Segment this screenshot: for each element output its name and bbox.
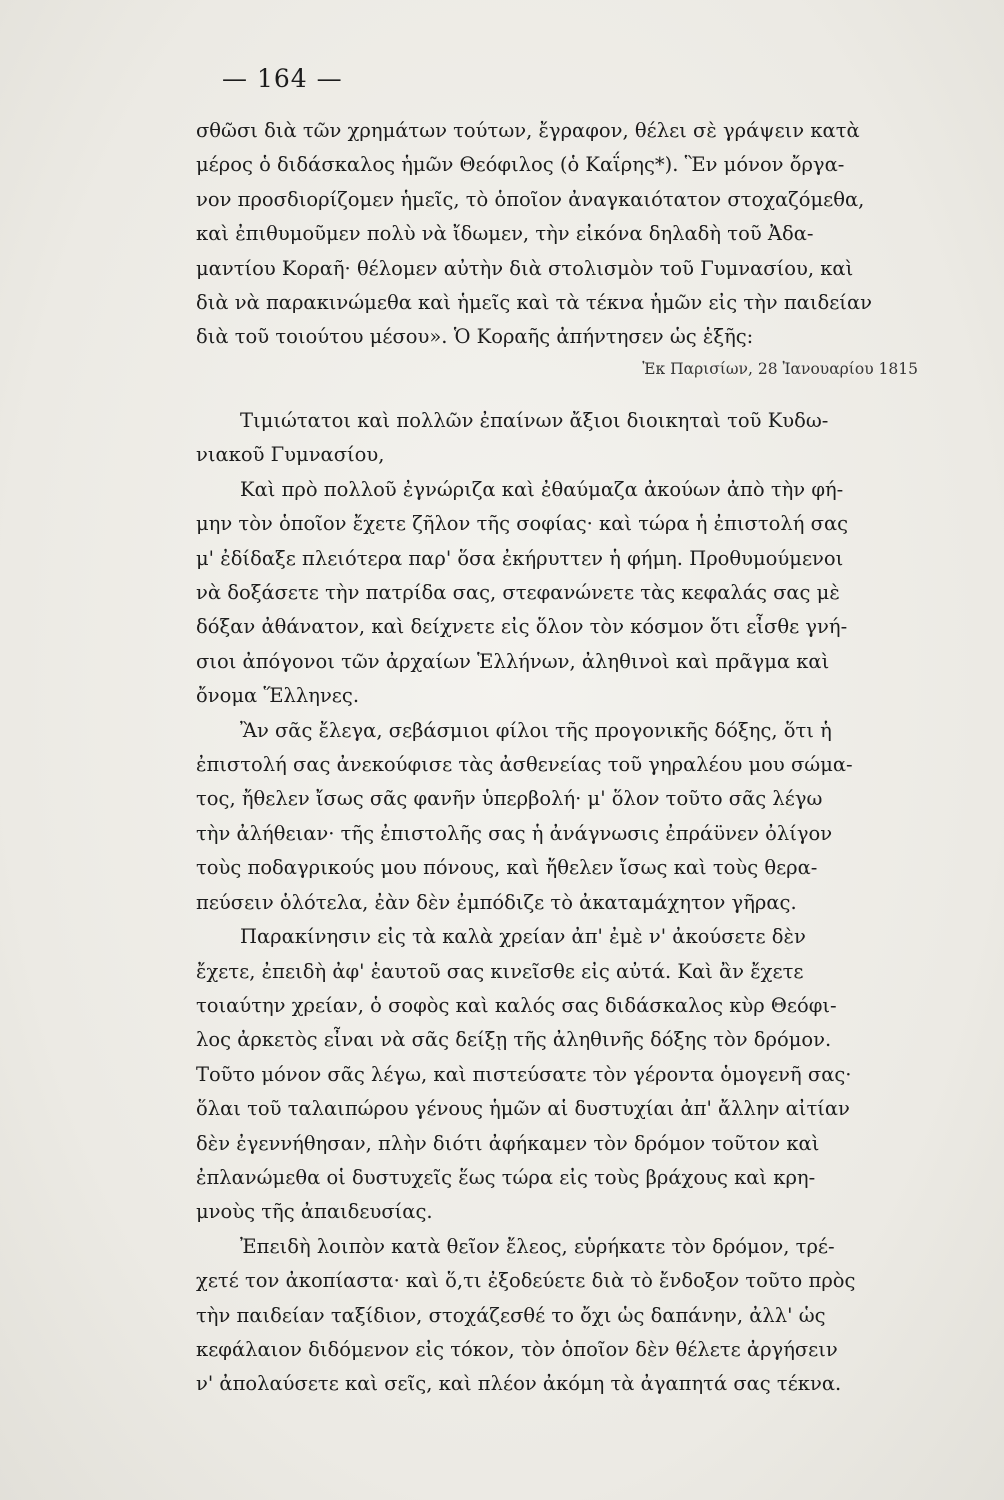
text-line: ὄνομα Ἕλληνες.: [196, 684, 360, 708]
text-line: μαντίου Κοραῆ· θέλομεν αὐτὴν διὰ στολισμὸν τοῦ Γυμνασίου, καὶ: [196, 256, 854, 280]
letter-body: [196, 404, 932, 1402]
text-line: νὰ δοξάσετε τὴν πατρίδα σας, στεφανώνετε τὰς κεφαλάς σας μὲ: [196, 581, 840, 605]
text-line: διὰ νὰ παρακινώμεθα καὶ ἡμεῖς καὶ τὰ τέκνα ἡμῶν εἰς τὴν παιδείαν: [196, 291, 872, 315]
text-line: σθῶσι διὰ τῶν χρημάτων τούτων, ἔγραφον, θέλει σὲ γράψειν κατὰ: [196, 119, 860, 142]
text-line: κεφάλαιον διδόμενον εἰς τόκον, τὸν ὁποῖον δὲν θέλετε ἀργήσειν: [196, 1337, 838, 1361]
text-line: τὴν παιδείαν ταξίδιον, στοχάζεσθέ το ὄχι ὡς δαπάνην, ἀλλ' ὡς: [196, 1303, 826, 1327]
intro-paragraph: [196, 114, 932, 355]
text-line: μνοὺς τῆς ἀπαιδευσίας.: [196, 1200, 433, 1224]
text-line: ἔχετε, ἐπειδὴ ἀφ' ἑαυτοῦ σας κινεῖσθε εἰς αὐτά. Καὶ ἂν ἔχετε: [196, 959, 804, 983]
text-line: ἐπλανώμεθα οἱ δυστυχεῖς ἕως τώρα εἰς τοὺς βράχους καὶ κρη-: [196, 1165, 816, 1189]
text-line: Παρακίνησιν εἰς τὰ καλὰ χρείαν ἀπ' ἐμὲ ν' ἀκούσετε δὲν: [240, 925, 806, 949]
text-line: σιοι ἀπόγονοι τῶν ἀρχαίων Ἑλλήνων, ἀληθινοὶ καὶ πρᾶγμα καὶ: [196, 649, 830, 673]
text-line: δόξαν ἀθάνατον, καὶ δείχνετε εἰς ὅλον τὸν κόσμον ὅτι εἶσθε γνή-: [196, 615, 848, 639]
text-line: λος ἀρκετὸς εἶναι νὰ σᾶς δείξῃ τῆς ἀληθινῆς δόξης τὸν δρόμον.: [196, 1028, 832, 1052]
text-line: ν' ἀπολαύσετε καὶ σεῖς, καὶ πλέον ἀκόμη τὰ ἀγαπητά σας τέκνα.: [196, 1372, 842, 1396]
text-line: Ἂν σᾶς ἔλεγα, σεβάσμιοι φίλοι τῆς προγονικῆς δόξης, ὅτι ἡ: [240, 718, 832, 742]
text-line: ὅλαι τοῦ ταλαιπώρου γένους ἡμῶν αἱ δυστυχίαι ἀπ' ἄλλην αἰτίαν: [196, 1097, 850, 1121]
letter-salutation: [196, 404, 932, 473]
letter-paragraph: [196, 714, 932, 920]
text-line: δὲν ἐγεννήθησαν, πλὴν διότι ἀφήκαμεν τὸν δρόμον τοῦτον καὶ: [196, 1131, 820, 1155]
text-line: μέρος ὁ διδάσκαλος ἡμῶν Θεόφιλος (ὁ Καΐρης*). Ἓν μόνον ὄργα-: [196, 153, 845, 177]
text-line: καὶ ἐπιθυμοῦμεν πολὺ νὰ ἴδωμεν, τὴν εἰκόνα δηλαδὴ τοῦ Ἀδα-: [196, 222, 814, 246]
text-line: νον προσδιορίζομεν ἡμεῖς, τὸ ὁποῖον ἀναγκαιότατον στοχαζόμεθα,: [196, 187, 865, 211]
text-line: χετέ τον ἀκοπίαστα· καὶ ὅ,τι ἐξοδεύετε διὰ τὸ ἔνδοξον τοῦτο πρὸς: [196, 1269, 856, 1293]
letter-paragraph: [196, 920, 932, 1230]
text-line: νιακοῦ Γυμνασίου,: [196, 443, 385, 467]
text-line: Τιμιώτατοι καὶ πολλῶν ἐπαίνων ἄξιοι διοικηταὶ τοῦ Κυδω-: [240, 409, 829, 432]
text-line: μ' ἐδίδαξε πλειότερα παρ' ὅσα ἐκήρυττεν ἡ φήμη. Προθυμούμενοι: [196, 546, 844, 570]
text-line: Τοῦτο μόνον σᾶς λέγω, καὶ πιστεύσατε τὸν γέροντα ὁμογενῆ σας·: [196, 1062, 852, 1086]
letter-paragraph: [196, 1230, 932, 1402]
text-line: πεύσειν ὁλότελα, ἐὰν δὲν ἐμπόδιζε τὸ ἀκαταμάχητον γῆρας.: [196, 890, 797, 914]
text-line: τος, ἤθελεν ἴσως σᾶς φανῆν ὑπερβολή· μ' ὅλον τοῦτο σᾶς λέγω: [196, 787, 823, 811]
letter-paragraph: [196, 473, 932, 714]
text-line: Καὶ πρὸ πολλοῦ ἐγνώριζα καὶ ἐθαύμαζα ἀκούων ἀπὸ τὴν φή-: [240, 477, 844, 501]
text-line: μην τὸν ὁποῖον ἔχετε ζῆλον τῆς σοφίας· καὶ τώρα ἡ ἐπιστολή σας: [196, 512, 849, 536]
text-line: τοιαύτην χρείαν, ὁ σοφὸς καὶ καλός σας διδάσκαλος κὺρ Θεόφι-: [196, 993, 837, 1017]
text-line: διὰ τοῦ τοιούτου μέσου». Ὁ Κοραῆς ἀπήντησεν ὡς ἑξῆς:: [196, 325, 754, 349]
text-line: τοὺς ποδαγρικούς μου πόνους, καὶ ἤθελεν ἴσως καὶ τοὺς θερα-: [196, 856, 818, 880]
text-line: τὴν ἀλήθειαν· τῆς ἐπιστολῆς σας ἡ ἀνάγνωσις ἐπράϋνεν ὀλίγον: [196, 821, 833, 845]
text-line: Ἐπειδὴ λοιπὸν κατὰ θεῖον ἔλεος, εὑρήκατε τὸν δρόμον, τρέ-: [240, 1234, 835, 1258]
text-line: ἐπιστολή σας ἀνεκούφισε τὰς ἀσθενείας τοῦ γηραλέου μου σώμα-: [196, 753, 853, 777]
letter-dateline: Ἐκ Παρισίων, 28 Ἰανουαρίου 1815: [642, 360, 918, 378]
page-number: — 164 —: [222, 64, 343, 93]
